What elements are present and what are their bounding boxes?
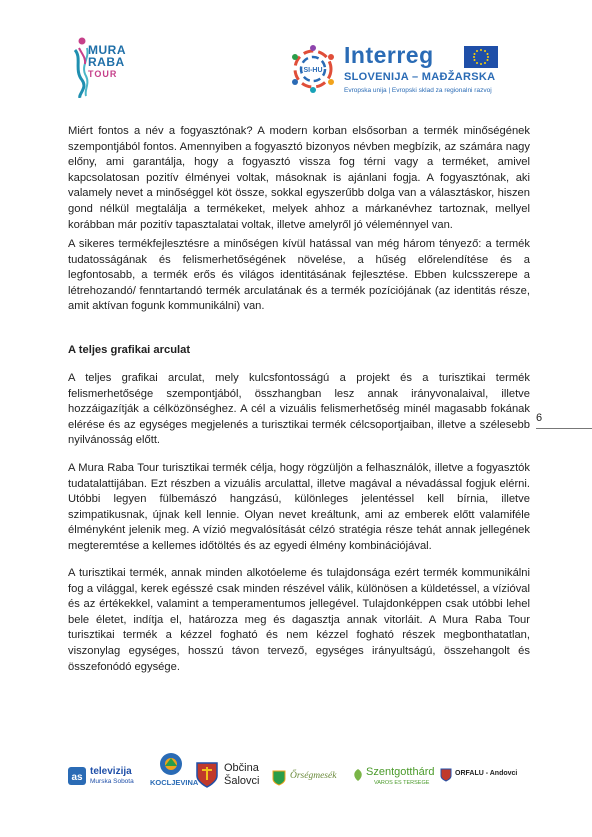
szentgotthard-leaf-icon: [352, 768, 364, 782]
kocljevina-logo: [150, 752, 199, 792]
szentgotthard-subtitle: VAROS ES TERSEGE: [374, 780, 430, 786]
si-hu-circle-icon: [286, 42, 340, 96]
mrt-logo-line1: MURA: [88, 43, 126, 57]
orseg-shield-icon: [272, 770, 286, 786]
page-number-rule: [536, 428, 592, 429]
televizija-as-icon: [68, 767, 86, 785]
kocljevina-emblem-icon: [159, 752, 183, 776]
interreg-subtitle: SLOVENIJA – MAĐŽARSKA: [344, 71, 496, 83]
orseg-logo: [272, 768, 346, 790]
orfalu-name: ORFALU - Andovci: [455, 770, 518, 777]
interreg-title: Interreg: [344, 42, 434, 68]
section-heading: A teljes grafikai arculat: [68, 344, 191, 356]
salovci-line1: Občina: [224, 762, 259, 774]
mrt-logo-line2: RABA: [88, 55, 125, 69]
paragraph-1: Miért fontos a név a fogyasztónak? A modern korban elsősorban a termék minőségének szempontjából fontos. Amennyiben a fogyasztó bizonyos névben megbízik, az számára nagy előny, ami garantálja, hogy a fogyasztó vissza fog térni vagy a terméket, amivel kapcsolatosan pozitív élményei voltak, másoknak is ajánlani fogja. A fogyasztónak, aki valamely nevet a minőséggel köt össze, sokkal egyszerűbb dolga van a választáskor, hiszen gond nélkül megtalálja a termékeket, melyek ahhoz a márkanévhez tartoznak, mellyel korábban már pozitív tapasztalatai voltak, illetve amelyről jó véleménnyel van.: [68, 125, 530, 231]
paragraph-2: A sikeres termékfejlesztésre a minőségen kívül hatással van még három tényező: a termék tudatosságának és felismerhetőségének növelése, a hűség előrelendítése és a legfontosabb, a termék erős és világos identitásának fejlesztése. Ebben kulcsszerepe a létrehozandó/ fenntartandó termék arculatának és a termék pozíciójának (az identitás része, amit aktívan fogunk kommunikálni) van.: [68, 238, 530, 313]
paragraph-3: A teljes grafikai arculat, mely kulcsfontosságú a projekt és a turisztikai termék felismerhetősége szempontjából, összhangban lesz annak irányvonalaival, illetve hozzáigazítják a célközönséghez. A cél a vizuális felismerhetőség minél magasabb fokának elérése és az egységes megjelenés a turisztikai termék célcsoportjaiban, illetve a szélesebb nyilvánosság előtt.: [68, 372, 530, 447]
interreg-tagline: Evropska unija | Evropski sklad za regionalni razvoj: [344, 87, 492, 94]
televizija-logo: [68, 764, 148, 788]
televizija-city: Murska Sobota: [90, 778, 134, 785]
kocljevina-name: KOCLJEVINA: [150, 778, 199, 787]
svg-text:as: as: [71, 772, 83, 783]
eu-flag-icon: [464, 46, 498, 68]
eu-stars-icon: [464, 46, 498, 68]
interreg-logo: [286, 40, 506, 100]
page-number: 6: [536, 412, 543, 424]
szentgotthard-name: Szentgotthárd: [366, 766, 435, 778]
salovci-coat-of-arms-icon: [196, 762, 218, 788]
televizija-name: televizija: [90, 766, 132, 777]
salovci-line2: Šalovci: [224, 775, 260, 787]
orfalu-shield-icon: [440, 768, 452, 782]
si-hu-badge-label: SI-HU: [303, 67, 323, 74]
szentgotthard-logo: [352, 766, 434, 792]
paragraph-5: A turisztikai termék, annak minden alkotóeleme és tulajdonsága ezért termék kommunikálni fog a világgal, kerek egésszé csak minden részével válik, különösen a küldetéssel, a vízióval és az értékekkel, valamint a temperamentumos jellegével. Tulajdonképpen csak utóbbi lehel bele életet, indítja el, határozza meg és dagasztja annak vitorláit. A Mura Raba Tour turisztikai termék a kézzel fogható és nem kézzel fogható részek megbonthatatlan, viszonylag egységes, hosszú távon tervező, egységes irányultságú, összehangolt és összefonódó egysége.: [68, 567, 530, 673]
orfalu-logo: [440, 767, 532, 789]
salovci-logo: [196, 762, 266, 792]
mrt-logo-line3: TOUR: [88, 69, 118, 79]
paragraph-4: A Mura Raba Tour turisztikai termék célja, hogy rögzüljön a felhasználók, illetve a fogyasztók tudatalattijában. Ezt részben a vizuális arculattal, illetve magával a névadással fogjuk elérni. Utóbbi legyen fülbemászó hangzású, különleges jelentéssel kell bírnia, illetve szimpatikusnak, újnak kell lennie. Olyan nevet kreáltunk, ami az emberek előtt valamiféle élményként jelenik meg. A vízió megvalósítását célzó stratégia része tehát annak jellegének megteremtése a kellemes időtöltés és az egyedi élmény kombinációjával.: [68, 462, 530, 552]
mura-raba-tour-logo: [70, 36, 140, 98]
orseg-name: Őrségmesék: [290, 771, 337, 781]
